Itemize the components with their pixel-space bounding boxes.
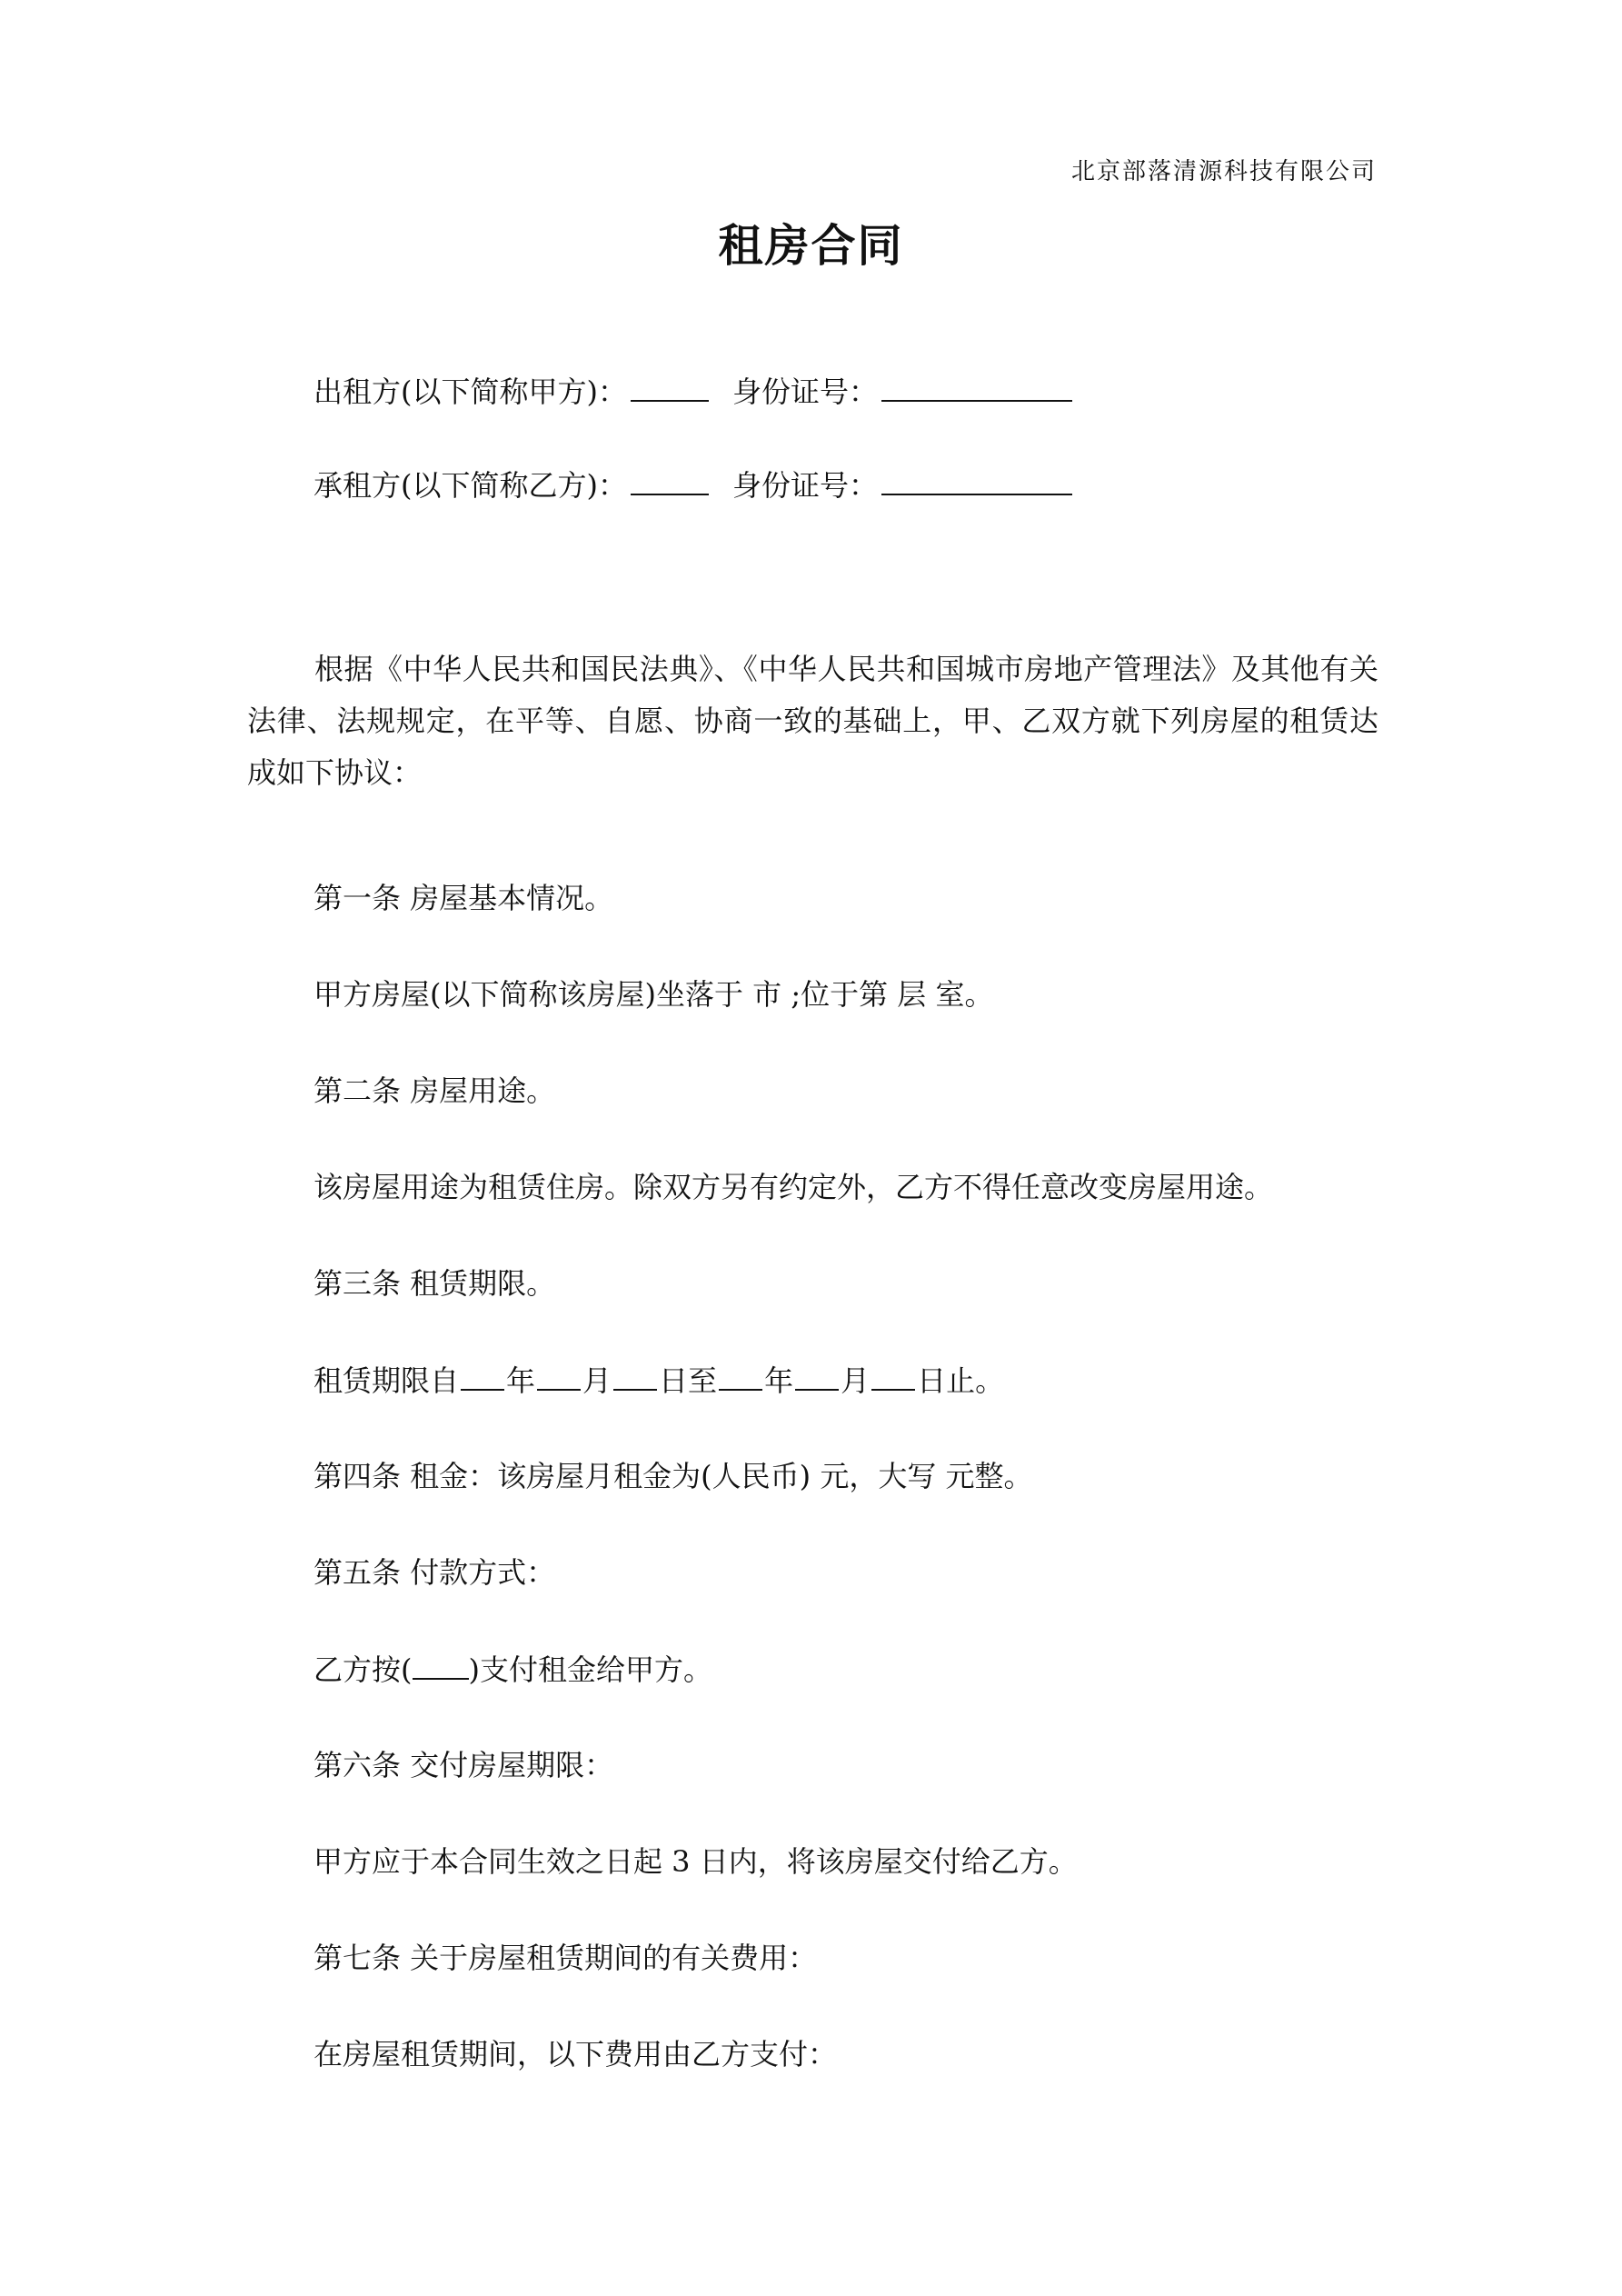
term-prefix: 租赁期限自 bbox=[313, 1363, 460, 1398]
end-year-label: 年 bbox=[764, 1363, 794, 1398]
end-month-label: 月 bbox=[841, 1363, 871, 1398]
company-name: 北京部落清源科技有限公司 bbox=[1070, 158, 1377, 185]
end-day-label: 日止。 bbox=[917, 1363, 1005, 1398]
lessor-label: 出租方(以下简称甲方)： bbox=[313, 374, 627, 409]
start-year-blank bbox=[461, 1362, 504, 1391]
end-day-blank bbox=[871, 1362, 915, 1391]
article-4: 第四条 租金：该房屋月租金为(人民币) 元，大写 元整。 bbox=[313, 1459, 1033, 1493]
start-month-blank bbox=[537, 1362, 581, 1391]
article-7-title: 第七条 关于房屋租赁期间的有关费用： bbox=[313, 1941, 818, 1975]
article-5-body bbox=[313, 1651, 712, 1688]
article-1-title: 第一条 房屋基本情况。 bbox=[313, 881, 614, 915]
lessor-name-blank bbox=[631, 373, 709, 402]
document-title: 租房合同 bbox=[718, 220, 904, 272]
lessee-id-blank bbox=[881, 466, 1072, 495]
lessor-line bbox=[313, 373, 1076, 410]
article-7-body: 在房屋租赁期间，以下费用由乙方支付： bbox=[313, 2037, 838, 2071]
article-2-body: 该房屋用途为租赁住房。除双方另有约定外，乙方不得任意改变房屋用途。 bbox=[313, 1170, 1274, 1204]
start-day-label: 日至 bbox=[659, 1363, 718, 1398]
lessee-name-blank bbox=[631, 466, 709, 495]
end-month-blank bbox=[795, 1362, 839, 1391]
article-3-body bbox=[313, 1362, 1004, 1399]
lessee-line bbox=[313, 466, 1076, 504]
article-6-title: 第六条 交付房屋期限： bbox=[313, 1748, 614, 1782]
article-5-title: 第五条 付款方式： bbox=[313, 1555, 556, 1590]
payment-suffix: )支付租金给甲方。 bbox=[468, 1652, 712, 1687]
lessee-label: 承租方(以下简称乙方)： bbox=[313, 468, 627, 503]
start-month-label: 月 bbox=[582, 1363, 612, 1398]
intro-paragraph: 根据《中华人民共和国民法典》、《中华人民共和国城市房地产管理法》及其他有关法律、法规规定，在平等、自愿、协商一致的基础上，甲、乙双方就下列房屋的租赁达成如下协议： bbox=[247, 652, 1378, 790]
payment-method-blank bbox=[413, 1651, 469, 1680]
lessor-id-blank bbox=[881, 373, 1072, 402]
article-1-body: 甲方房屋(以下简称该房屋)坐落于 市 ;位于第 层 室。 bbox=[313, 977, 994, 1012]
start-year-label: 年 bbox=[506, 1363, 536, 1398]
article-6-body: 甲方应于本合同生效之日起 3 日内，将该房屋交付给乙方。 bbox=[313, 1844, 1078, 1879]
lessee-id-label: 身份证号： bbox=[731, 468, 878, 503]
start-day-blank bbox=[613, 1362, 657, 1391]
end-year-blank bbox=[719, 1362, 762, 1391]
payment-prefix: 乙方按( bbox=[313, 1652, 413, 1687]
article-2-title: 第二条 房屋用途。 bbox=[313, 1073, 556, 1108]
article-3-title: 第三条 租赁期限。 bbox=[313, 1266, 556, 1301]
lessor-id-label: 身份证号： bbox=[731, 374, 878, 409]
